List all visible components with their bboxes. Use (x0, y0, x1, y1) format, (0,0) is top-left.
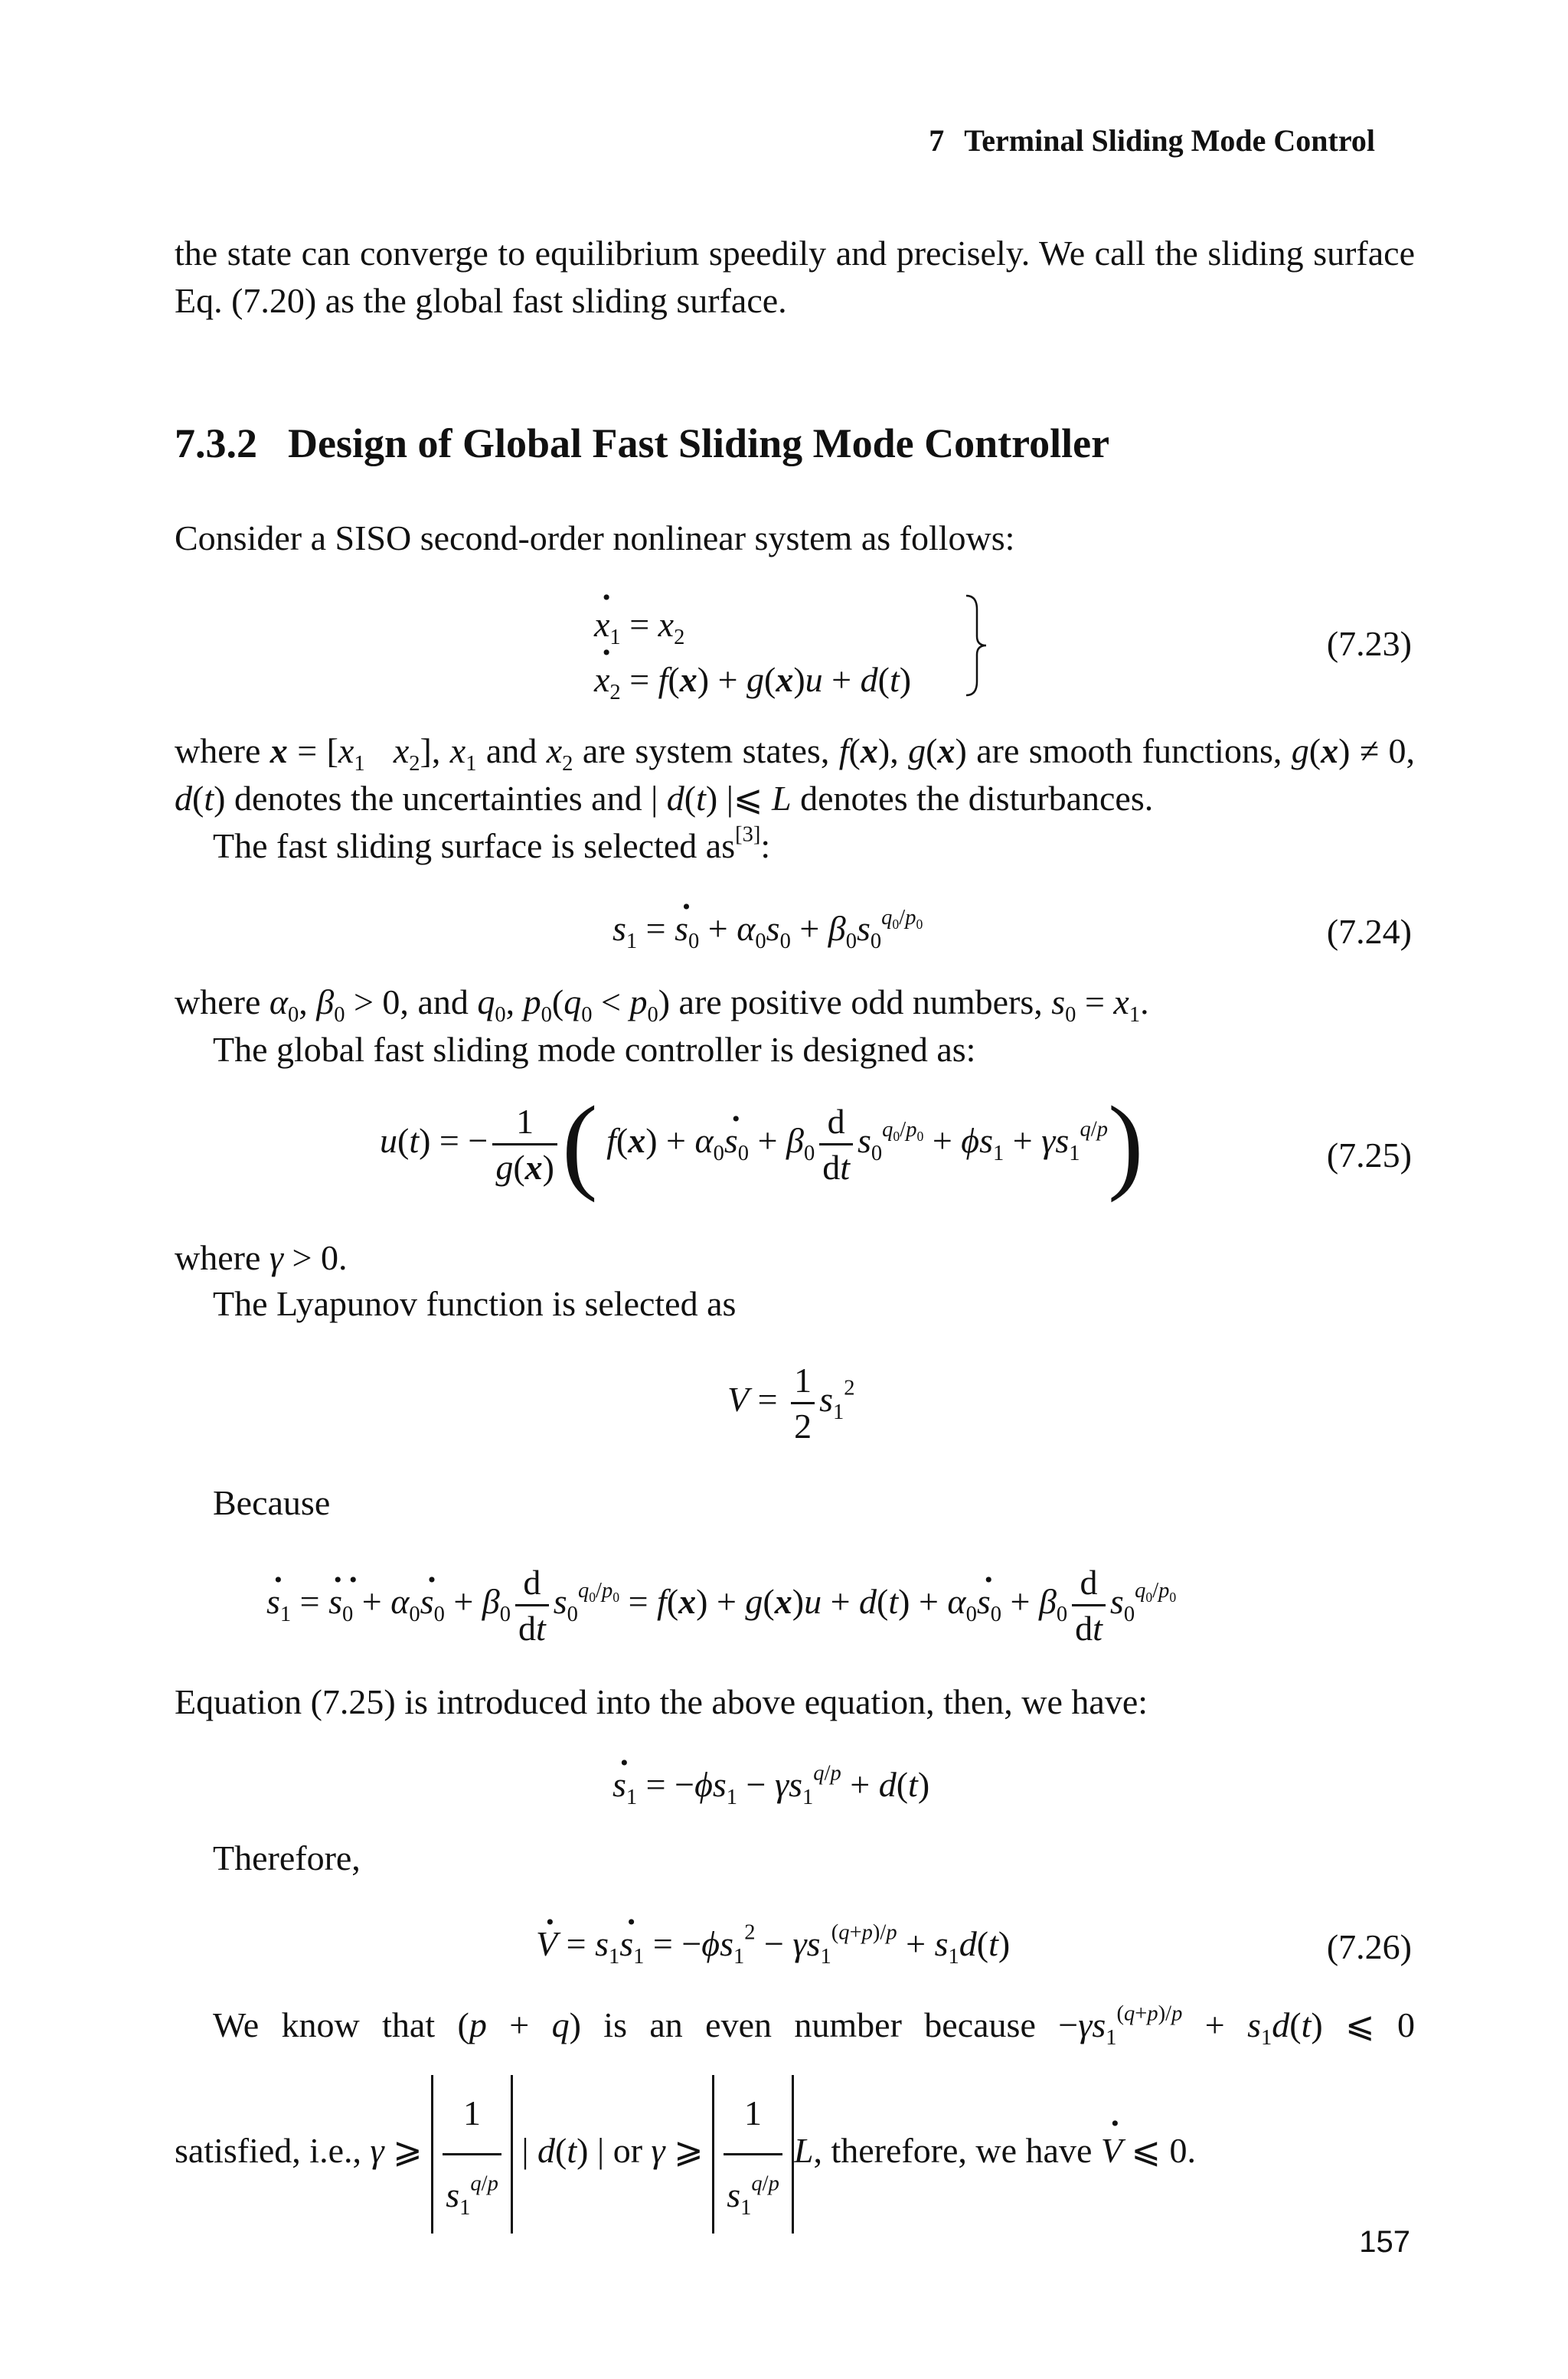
chapter-title: Terminal Sliding Mode Control (964, 123, 1375, 158)
paragraph-because: Because (213, 1483, 331, 1522)
paragraph-intro: the state can converge to equilibrium speedily and precisely. We call the sliding surface Eq. (7.20) as the global fast sliding surface. (175, 234, 1415, 320)
paragraph-introduced: Equation (7.25) is introduced into the above equation, then, we have: (175, 1682, 1148, 1721)
paragraph-where-params: where $\alpha_0$, $\beta_0 > 0$, and $q_0$, $p_0(q_0 < p_0)$ are positive odd numbers, $s_0 = x_1$. (175, 982, 1149, 1027)
section-heading (175, 420, 1109, 467)
paragraph-lyapunov: The Lyapunov function is selected as (213, 1284, 737, 1323)
chapter-number: 7 (929, 123, 945, 158)
paragraph-satisfied: satisfied, i.e., γ ⩾ $\frac{1}{s_1^{q/p}}$ | d(t) | or γ ⩾ $\frac{1}{s_1^{q/p}}$ L, therefore, we have V · ⩽ 0. (175, 2075, 1415, 2234)
equation-s1-dot: $s \cdot_1 = -\phi s_1 - \gamma s_1^{q/p} + d(t)$ (612, 1764, 929, 1805)
paragraph-system: Consider a SISO second-order nonlinear system as follows: (175, 518, 1015, 557)
equation-7-26: V · = $s_1s \cdot_1 = -\phi s_1^2 - \gamma s_1^{(q+p)/p} + s_1d(t)$ (536, 1923, 1010, 1964)
equation-number-7-24: (7.24) (1326, 912, 1412, 951)
paragraph-controller: The global fast sliding mode controller is designed as: (213, 1030, 976, 1069)
equation-7-25: u(t) = − $\frac{1}{g(x)}$ ( $f(x) + \alpha_0s \cdot_0 + \beta_0$ $\frac{d}{dt}$ $s_0^{q_0/p_0} + \phi s_1 + \gamma s_1^{q/p}$) (380, 1101, 1144, 1188)
equation-brace (965, 594, 988, 697)
equation-number-7-26: (7.26) (1326, 1927, 1412, 1966)
paragraph-even-number: We know that (p + q) is an even number because $-\gamma s_1^{(q+p)/p} + s_1d(t)$ ⩽ 0 (213, 2002, 1415, 2050)
paragraph-fast-surface: The fast sliding surface is selected as[3]: (213, 822, 771, 865)
equation-7-24: $s_1 = s \cdot_0 + \alpha_0s_0 + \beta_0s_0^{q_0/p_0}$ (612, 908, 923, 949)
equation-number-7-23: (7.23) (1326, 624, 1412, 663)
equation-derivative: $s \cdot_1 = s \cdot\cdot_0 + \alpha_0s \cdot_0 + \beta_0$ $\frac{d}{dt}$ $s_0^{q_0/p_0} = f(x) + g(x)u + d(t) + \alpha_0s \cdot_0 + \beta_0$ $\frac{d}{dt}$ $s_0^{q_0/p_0}$ (266, 1562, 1176, 1649)
section-title: Design of Global Fast Sliding Mode Controller (288, 420, 1110, 466)
equation-7-23: $x \cdot_1 = x_2$ $x \cdot_2 = f(x) + g(x)u + d(t)$ (594, 597, 911, 707)
equation-lyapunov: V = $\frac{1}{2}$ $s_1^2$ (727, 1361, 855, 1446)
page-number: 157 (1359, 2225, 1410, 2259)
paragraph-therefore: Therefore, (213, 1838, 361, 1877)
equation-number-7-25: (7.25) (1326, 1136, 1412, 1175)
section-number: 7.3.2 (175, 420, 257, 466)
paragraph-where-states: where $x = [x_1$ $x_2$], $x_1$ and $x_2$ are system states, f(x), g(x) are smooth functions, g(x) ≠ 0, d(t) denotes the uncertainties and | d(t) |⩽ L denotes the disturbances. (175, 731, 1416, 818)
running-header (929, 123, 1375, 158)
paragraph-where-gamma: where γ > 0. (175, 1238, 348, 1277)
